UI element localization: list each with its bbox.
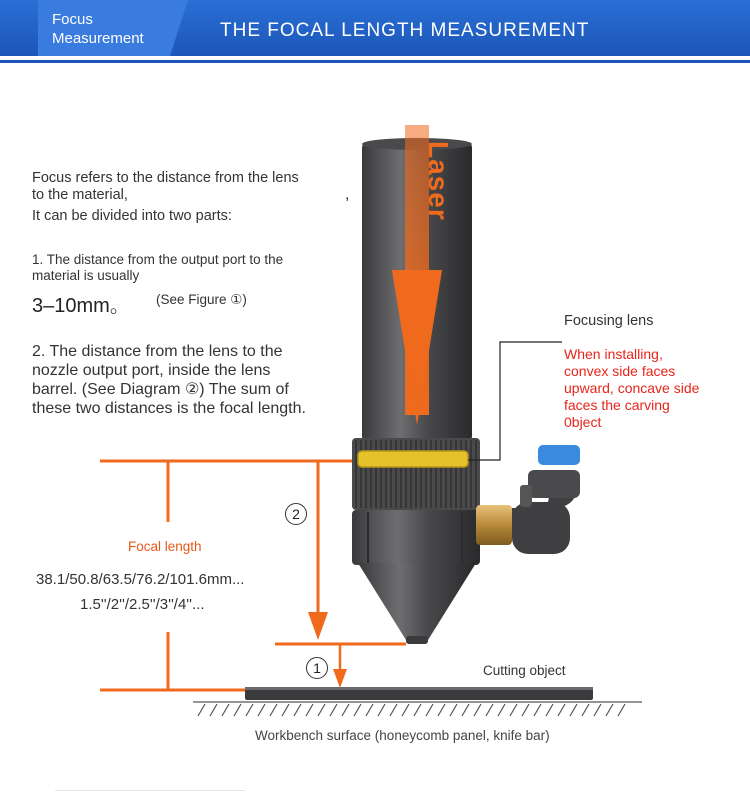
- lens-callout-title: Focusing lens: [564, 313, 654, 329]
- part2-line-3: barrel. (See Diagram ②) The sum of: [32, 381, 289, 398]
- part2-line-1: 2. The distance from the lens to the: [32, 343, 283, 360]
- lens-note-line-4: faces the carving: [564, 397, 670, 413]
- workbench-hatch: [193, 702, 642, 716]
- stray-comma: ,: [345, 186, 350, 203]
- workbench-label: Workbench surface (honeycomb panel, knife bar): [255, 728, 550, 743]
- marker-2: 2: [285, 503, 307, 525]
- marker-1: 1: [306, 657, 328, 679]
- tag-line-2: Measurement: [52, 30, 144, 47]
- nozzle-cone: [358, 563, 476, 640]
- laser-label: Laser: [423, 141, 454, 221]
- lens-note-line-5: 0bject: [564, 414, 602, 430]
- focal-sizes-inch: 1.5''/2''/2.5''/3''/4''...: [80, 596, 205, 613]
- lens-callout-leader: [468, 342, 562, 460]
- air-fitting: [476, 445, 580, 554]
- part1-line-2: material is usually: [32, 268, 140, 283]
- intro-line-3: It can be divided into two parts:: [32, 208, 232, 224]
- part2-text: [32, 342, 352, 418]
- distance-arrow-2: [308, 461, 328, 640]
- lens-callout-note: [564, 346, 744, 431]
- part1-range: 3–10mm。: [32, 295, 130, 317]
- page-title: THE FOCAL LENGTH MEASUREMENT: [220, 20, 590, 41]
- footer-divider: [55, 790, 245, 791]
- nozzle-body: [352, 510, 480, 565]
- lens-note-line-2: convex side faces: [564, 363, 676, 379]
- part1-text: [32, 252, 352, 284]
- focal-sizes-mm: 38.1/50.8/63.5/76.2/101.6mm...: [36, 571, 245, 588]
- lens-note-line-1: When installing,: [564, 346, 663, 362]
- tag-line-1: Focus: [52, 11, 93, 28]
- distance-arrow-1: [333, 644, 347, 688]
- part1-line-1: 1. The distance from the output port to the: [32, 252, 284, 267]
- intro-text: [32, 170, 352, 225]
- lens-note-line-3: upward, concave side: [564, 380, 700, 396]
- focal-length-label: Focal length: [128, 539, 202, 554]
- part2-line-4: these two distances is the focal length.: [32, 400, 306, 417]
- lens-collar: [352, 438, 480, 510]
- intro-line-1: Focus refers to the distance from the lens: [32, 170, 299, 186]
- intro-line-2: to the material,: [32, 187, 128, 203]
- part2-line-2: nozzle output port, inside the lens: [32, 362, 271, 379]
- part1-figure-ref: (See Figure ①): [156, 292, 247, 307]
- cutting-object-label: Cutting object: [483, 663, 566, 678]
- focusing-lens-ring: [358, 451, 468, 467]
